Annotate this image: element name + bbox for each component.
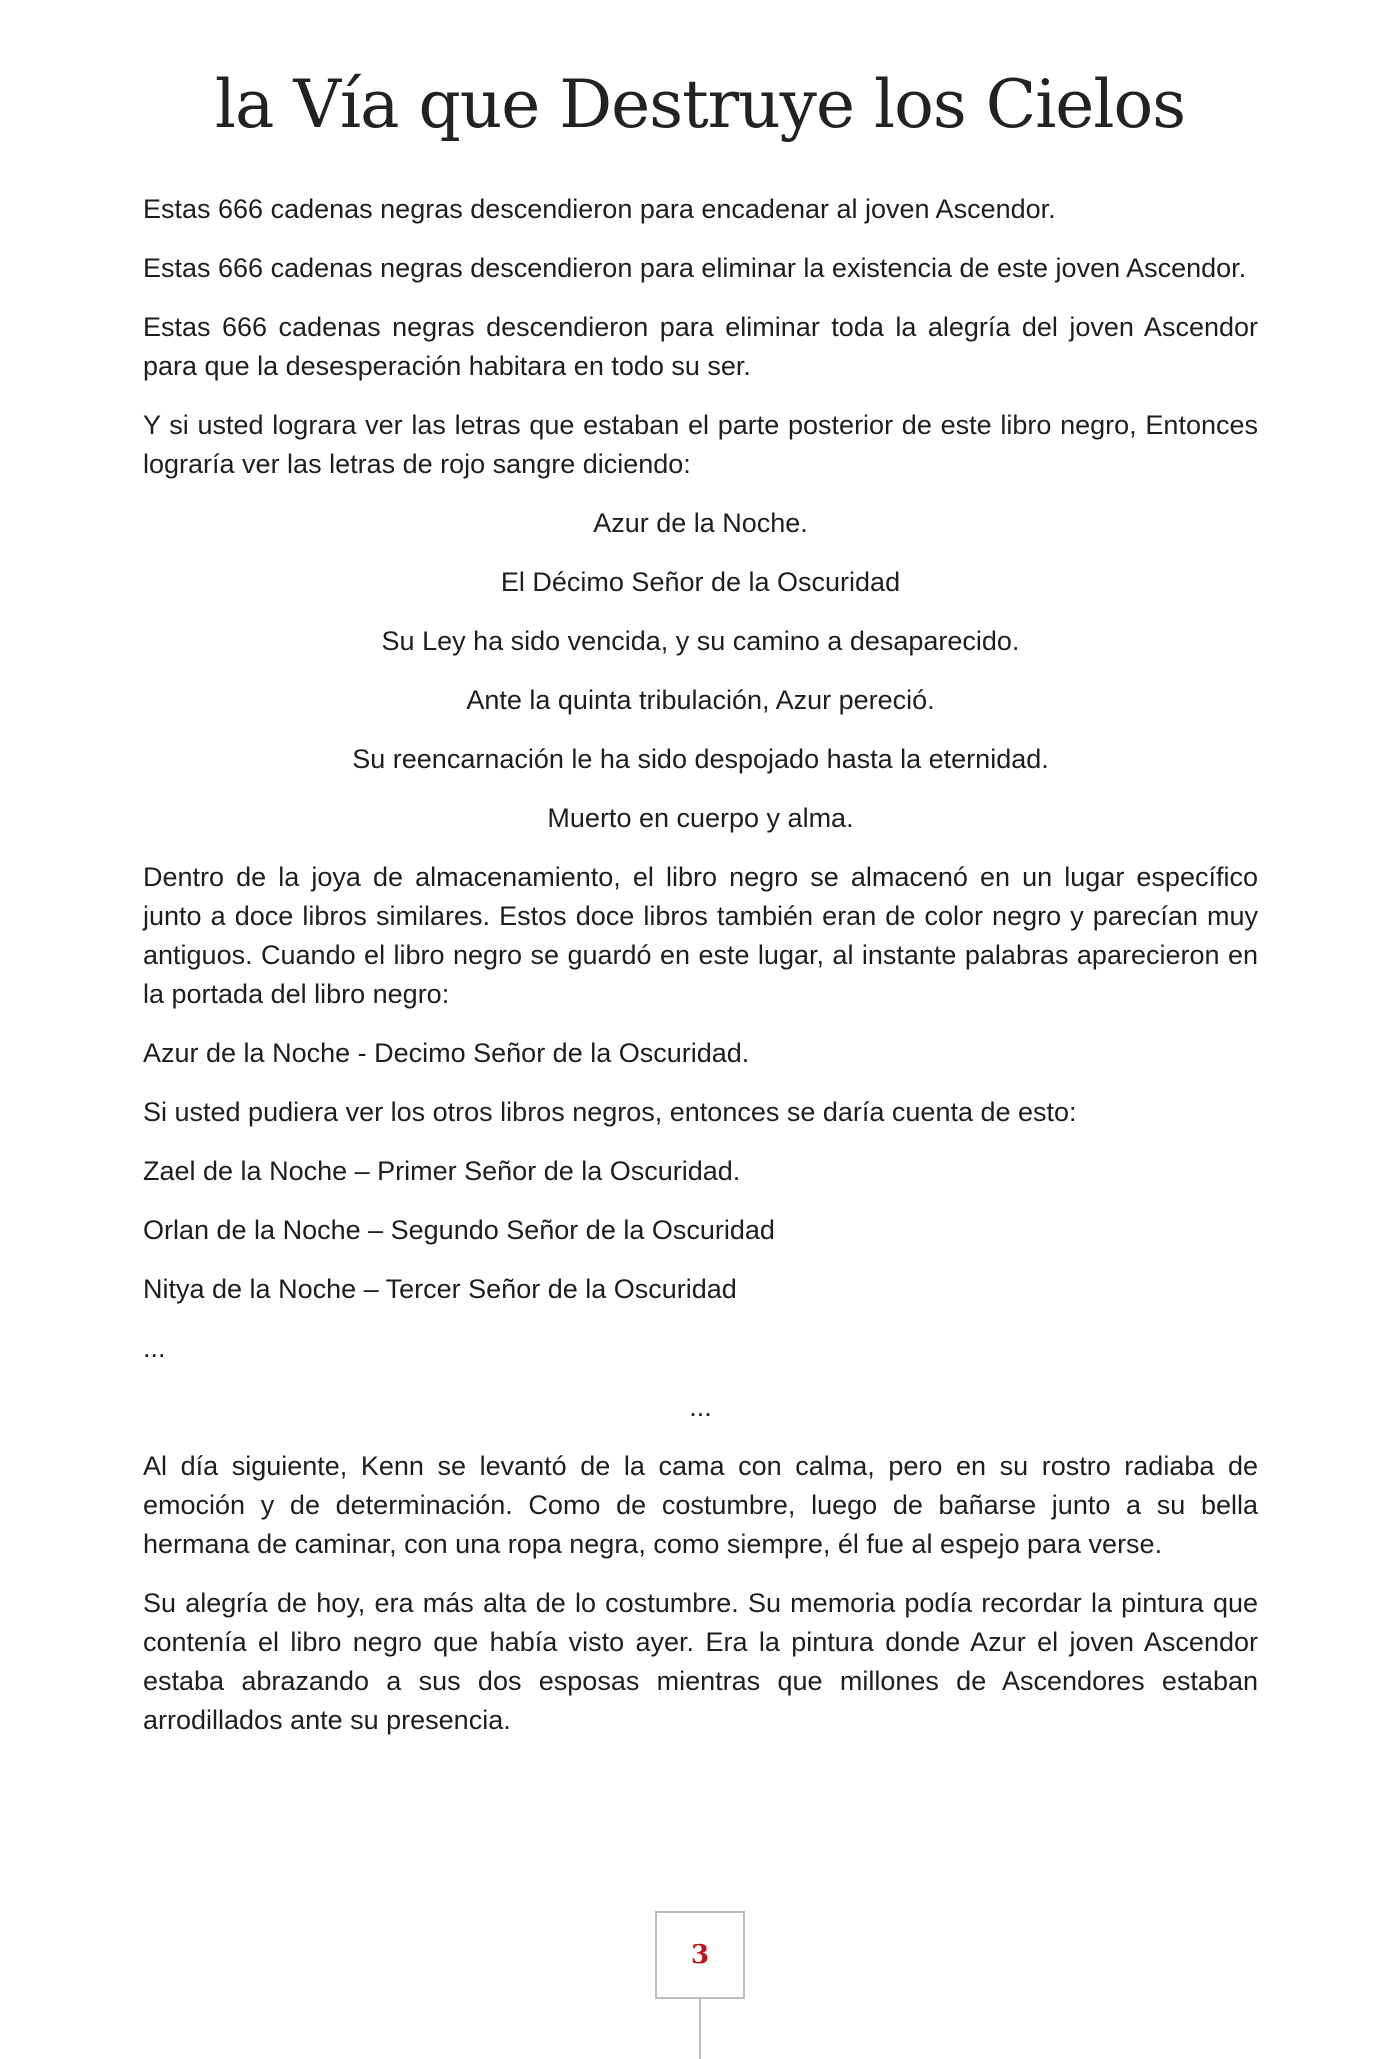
paragraph: Dentro de la joya de almacenamiento, el libro negro se almacenó en un lugar específico junto a doce libros similares. Estos doce libros también eran de color negro y parecían muy antiguos. Cuando el libro negro se guardó en este lugar, al instante palabras aparecieron en la portada del libro negro: xyxy=(143,862,1258,1009)
inscription-line: Azur de la Noche. xyxy=(593,508,808,538)
inscription-line: Su reencarnación le ha sido despojado hasta la eternidad. xyxy=(352,744,1049,774)
paragraph: Si usted pudiera ver los otros libros negros, entonces se daría cuenta de esto: xyxy=(143,1097,1077,1127)
book-title-line: Zael de la Noche – Primer Señor de la Oscuridad. xyxy=(143,1156,741,1186)
book-title-line: Orlan de la Noche – Segundo Señor de la Oscuridad xyxy=(143,1215,775,1245)
page-number-box xyxy=(655,1911,745,1999)
inscription-line: Ante la quinta tribulación, Azur pereció. xyxy=(466,685,935,715)
page-number: 3 xyxy=(690,1940,710,1970)
paragraph: Y si usted lograra ver las letras que estaban el parte posterior de este libro negro, Entonces lograría ver las letras de rojo sangre diciendo: xyxy=(143,410,1258,479)
page-title: la Vía que Destruye los Cielos xyxy=(214,66,1186,143)
paragraph: Al día siguiente, Kenn se levantó de la cama con calma, pero en su rostro radiaba de emoción y de determinación. Como de costumbre, luego de bañarse junto a su bella hermana de caminar, con una ropa negra, como siempre, él fue al espejo para verse. xyxy=(143,1451,1258,1559)
chapter-body xyxy=(143,190,1258,1760)
section-break: ... xyxy=(689,1392,712,1422)
page-number-connector-line xyxy=(699,1999,701,2059)
paragraph: Estas 666 cadenas negras descendieron para eliminar toda la alegría del joven Ascendor para que la desesperación habitara en todo su ser. xyxy=(143,312,1258,381)
paragraph: Estas 666 cadenas negras descendieron para encadenar al joven Ascendor. xyxy=(143,194,1056,224)
inscription-line: Muerto en cuerpo y alma. xyxy=(547,803,854,833)
book-title-line: Azur de la Noche - Decimo Señor de la Oscuridad. xyxy=(143,1038,750,1068)
inscription-line: El Décimo Señor de la Oscuridad xyxy=(500,567,901,597)
inscription-line: Su Ley ha sido vencida, y su camino a desaparecido. xyxy=(381,626,1020,656)
paragraph: Estas 666 cadenas negras descendieron para eliminar la existencia de este joven Ascendor. xyxy=(143,253,1247,283)
ellipsis: ... xyxy=(143,1333,166,1363)
book-title-line: Nitya de la Noche – Tercer Señor de la Oscuridad xyxy=(143,1274,737,1304)
paragraph: Su alegría de hoy, era más alta de lo costumbre. Su memoria podía recordar la pintura que contenía el libro negro que había visto ayer. Era la pintura donde Azur el joven Ascendor estaba abrazando a sus dos esposas mientras que millones de Ascendores estaban arrodillados ante su presencia. xyxy=(143,1588,1258,1735)
